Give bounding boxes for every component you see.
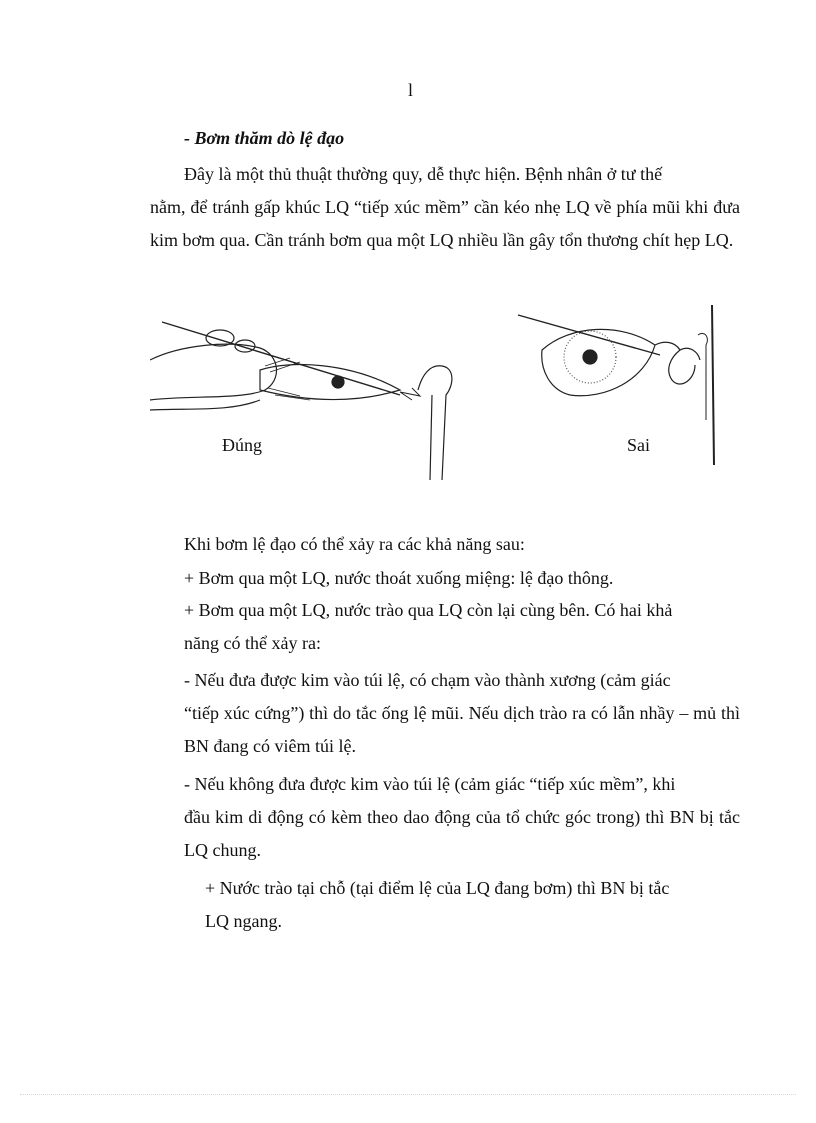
paragraph-5-first-line: - Nếu không đưa được kim vào túi lệ (cảm giác “tiếp xúc mềm”, khi [184, 774, 676, 794]
paragraph-6-rest-lines: LQ ngang. [205, 911, 282, 931]
section-heading: - Bơm thăm dò lệ đạo [184, 128, 345, 148]
paragraph-3-rest [184, 627, 740, 660]
paragraph-5 [184, 768, 740, 801]
probing-illustration [150, 300, 740, 495]
paragraph-4-rest-lines: “tiếp xúc cứng”) thì do tắc ống lệ mũi. Nếu dịch trào ra có lẫn nhầy – mủ thì BN đang có viêm túi lệ. [184, 703, 740, 756]
paragraph-3 [184, 594, 740, 627]
page-number: l [408, 80, 414, 100]
paragraph-4-rest [184, 697, 740, 763]
body-line-1: Khi bơm lệ đạo có thể xảy ra các khả năng sau: [184, 534, 525, 554]
correct-technique-drawing [150, 322, 452, 480]
intro-paragraph [184, 158, 740, 191]
paragraph-6-first-line: + Nước trào tại chỗ (tại điểm lệ của LQ đang bơm) thì BN bị tắc [205, 878, 670, 898]
caption-wrong: Sai [627, 435, 651, 455]
paragraph-3-rest-lines: năng có thể xảy ra: [184, 633, 321, 653]
wrong-technique-drawing [518, 305, 714, 465]
body-line-2: + Bơm qua một LQ, nước thoát xuống miệng: lệ đạo thông. [184, 568, 614, 588]
footer-dotted-rule [20, 1094, 796, 1095]
intro-rest-lines: nằm, để tránh gấp khúc LQ “tiếp xúc mềm” cần kéo nhẹ LQ về phía mũi khi đưa kim bơm qua. Cần tránh bơm qua một LQ nhiều lần gây tổn thương chít hẹp LQ. [150, 197, 740, 250]
paragraph-6 [205, 872, 740, 905]
paragraph-6-rest [205, 905, 740, 938]
paragraph-5-rest [184, 801, 740, 867]
paragraph-4 [184, 664, 740, 697]
paragraph-3-first-line: + Bơm qua một LQ, nước trào qua LQ còn lại cùng bên. Có hai khả [184, 600, 673, 620]
intro-first-line: Đây là một thủ thuật thường quy, dễ thực hiện. Bệnh nhân ở tư thế [184, 164, 663, 184]
paragraph-4-first-line: - Nếu đưa được kim vào túi lệ, có chạm vào thành xương (cảm giác [184, 670, 671, 690]
paragraph-5-rest-lines: đầu kim di động có kèm theo dao động của tổ chức góc trong) thì BN bị tắc LQ chung. [184, 807, 740, 860]
intro-paragraph-rest [150, 191, 740, 257]
caption-correct: Đúng [222, 435, 262, 455]
